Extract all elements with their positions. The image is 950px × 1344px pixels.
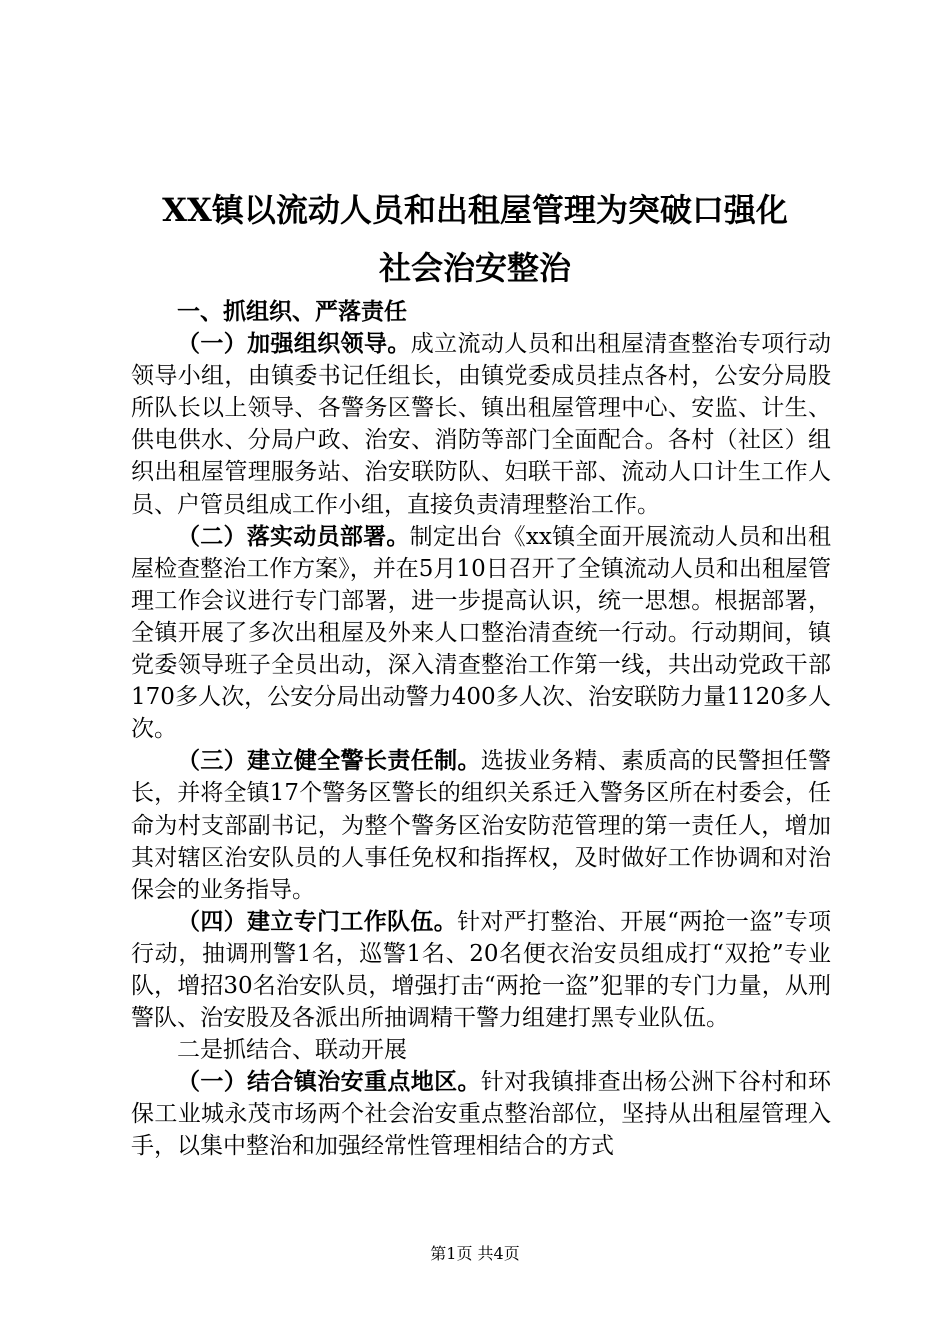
page-footer: 第1页 共4页 bbox=[430, 1244, 520, 1263]
paragraph-lead: （二）落实动员部署。 bbox=[177, 523, 410, 550]
paragraph bbox=[131, 1066, 831, 1162]
paragraph-lead: （一）加强组织领导。 bbox=[177, 331, 411, 358]
paragraph-lead: （三）建立健全警长责任制。 bbox=[177, 748, 481, 775]
paragraph-text: 选拔业务精、素质高的民警担任警长，并将全镇17个警务区警长的组织关系迁入警务区所在村委会，任命为村支部副书记，为整个警务区治安防范管理的第一责任人，增加其对辖区治安队员的人事任免权和指挥权，及时做好工作协调和对治保会的业务指导。 bbox=[131, 748, 832, 903]
paragraph bbox=[131, 521, 831, 746]
document-body bbox=[131, 296, 831, 1163]
paragraph bbox=[131, 906, 831, 1034]
paragraph bbox=[131, 745, 831, 905]
paragraph-text: 制定出台《xx镇全面开展流动人员和出租屋检查整治工作方案》，并在5月10日召开了全镇流动人员和出租屋管理工作会议进行专门部署，进一步提高认识，统一思想。根据部署，全镇开展了多次出租屋及外来人口整治清查统一行动。行动期间，镇党委领导班子全员出动，深入清查整治工作第一线，共出动党政干部170多人次，公安分局出动警力400多人次、治安联防力量1120多人次。 bbox=[131, 523, 832, 743]
document-title-line-1: XX镇以流动人员和出租屋管理为突破口强化 bbox=[162, 191, 788, 229]
paragraph-lead: （一）结合镇治安重点地区。 bbox=[177, 1069, 481, 1096]
paragraph-text: 针对我镇排查出杨公洲下谷村和环保工业城永茂市场两个社会治安重点整治部位，坚持从出租屋管理入手，以集中整治和加强经常性管理相结合的方式 bbox=[131, 1069, 832, 1160]
paragraph-text: 成立流动人员和出租屋清查整治专项行动领导小组，由镇委书记任组长，由镇党委成员挂点各村，公安分局股所队长以上领导、各警务区警长、镇出租屋管理中心、安监、计生、供电供水、分局户政、治安、消防等部门全面配合。各村（社区）组织出租屋管理服务站、治安联防队、妇联干部、流动人口计生工作人员、户管员组成工作小组，直接负责清理整治工作。 bbox=[131, 331, 832, 518]
section-heading: 一、抓组织、严落责任 bbox=[177, 299, 407, 325]
section-heading-plain: 二是抓结合、联动开展 bbox=[177, 1037, 407, 1064]
paragraph bbox=[131, 328, 831, 521]
paragraph-lead: （四）建立专门工作队伍。 bbox=[177, 908, 458, 935]
document-title-line-2: 社会治安整治 bbox=[378, 249, 571, 287]
paragraph-text: 针对严打整治、开展“两抢一盗”专项行动，抽调刑警1名，巡警1名、20名便衣治安员组成打“双抢”专业队，增招30名治安队员，增强打击“两抢一盗”犯罪的专门力量，从刑警队、治安股及各派出所抽调精干警力组建打黑专业队伍。 bbox=[131, 908, 831, 1032]
